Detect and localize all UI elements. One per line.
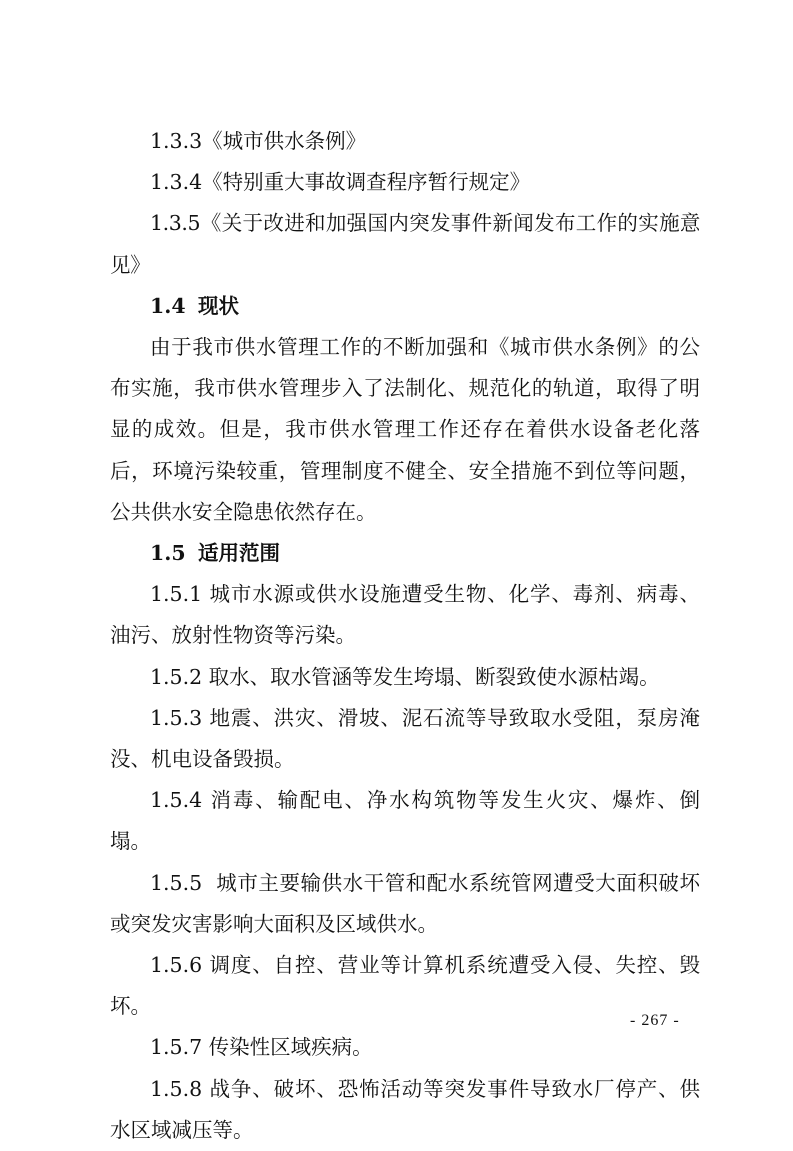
scope-item: 1.5.6 调度、自控、营业等计算机系统遭受入侵、失控、毁坏。	[110, 953, 700, 1019]
section-title: 现状	[198, 293, 239, 318]
section-title: 适用范围	[198, 541, 280, 566]
scope-item: 1.5.5 城市主要输供水干管和配水系统管网遭受大面积破坏或突发灾害影响大面积及区域供水。	[110, 870, 700, 936]
section-heading-status	[110, 286, 700, 327]
reference-item: 1.3.5《关于改进和加强国内突发事件新闻发布工作的实施意见》	[110, 211, 700, 277]
section-number: 1.5	[150, 541, 186, 566]
scope-item: 1.5.2 取水、取水管涵等发生垮塌、断裂致使水源枯竭。	[150, 664, 660, 689]
scope-item: 1.5.1 城市水源或供水设施遭受生物、化学、毒剂、病毒、油污、放射性物资等污染。	[110, 582, 700, 648]
scope-item: 1.5.7 传染性区域疾病。	[150, 1035, 373, 1060]
scope-item: 1.5.3 地震、洪灾、滑坡、泥石流等导致取水受阻，泵房淹没、机电设备毁损。	[110, 705, 700, 772]
reference-item: 1.3.4《特别重大事故调查程序暂行规定》	[150, 170, 531, 195]
reference-item: 1.3.3《城市供水条例》	[150, 129, 367, 153]
scope-item: 1.5.8 战争、破坏、恐怖活动等突发事件导致水厂停产、供水区域减压等。	[110, 1076, 700, 1142]
page-number: - 267 -	[630, 1012, 680, 1029]
body-paragraph: 由于我市供水管理工作的不断加强和《城市供水条例》的公布实施，我市供水管理步入了法制化、规范化的轨道，取得了明显的成效。但是，我市供水管理工作还存在着供水设备老化落后，环境污染较重，管理制度不健全、安全措施不到位等问题，公共供水安全隐患依然存在。	[110, 335, 700, 524]
section-number: 1.4	[150, 293, 186, 318]
document-body	[110, 121, 700, 1151]
section-heading-scope	[110, 533, 700, 574]
scope-item: 1.5.4 消毒、输配电、净水构筑物等发生火灾、爆炸、倒塌。	[110, 788, 700, 854]
